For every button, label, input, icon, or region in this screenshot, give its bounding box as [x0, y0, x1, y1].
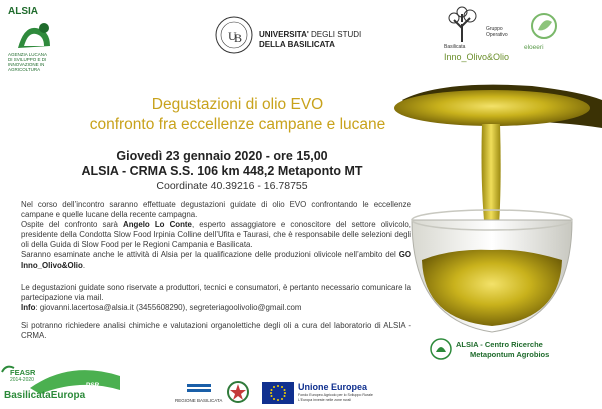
olive-tree-icon [442, 6, 482, 42]
centro-line2: Metapontum Agrobios [470, 350, 550, 359]
go-logo [440, 6, 518, 66]
analysis-paragraph: Si potranno richiedere analisi chimiche e valutazioni organolettiche degli oli a cura del laboratorio di ALSIA - CRMA. [21, 321, 411, 341]
centro-ricerche-logo-icon [430, 338, 452, 360]
university-name-line1 [259, 30, 361, 39]
italian-republic-emblem-icon [226, 380, 250, 405]
eu-title: Unione Europea [298, 382, 368, 392]
event-title-line1: Degustazioni di olio EVO [151, 96, 324, 113]
psr-label: PSR [86, 382, 100, 389]
eu-flag-icon [262, 382, 294, 404]
university-name-rest: DEGLI STUDI [311, 30, 362, 39]
eu-slogan: L'Europa investe nelle zone rurali [298, 398, 352, 402]
registration-text: Le degustazioni guidate sono riservate a produttori, tecnici e consumatori, è pertanto necessario comunicare la partecipazione via mail. [21, 283, 411, 303]
svg-text:U: U [228, 29, 237, 43]
feasr-years: 2014-2020 [10, 377, 34, 383]
description-intro: Nel corso dell’incontro saranno effettuate degustazioni guidate di olio EVO confrontando le eccellenze campane e quelle lucane della recente campagna. [21, 200, 411, 220]
regione-emblem-icon [187, 382, 211, 396]
alsia-logo [8, 6, 66, 72]
event-date: Giovedì 23 gennaio 2020 - ore 15,00 [116, 149, 328, 163]
olive-oil-pour-image [382, 70, 602, 340]
go-logo-label: Gruppo Operativo [486, 26, 508, 38]
basilicata-europa-label: BasilicataEuropa [4, 390, 86, 401]
event-place: ALSIA - CRMA S.S. 106 km 448,2 Metaponto MT [81, 164, 363, 178]
university-name-line2: DELLA BASILICATA [259, 40, 335, 49]
alsia-emblem-icon [14, 20, 54, 52]
regione-basilicata-logo [175, 382, 225, 405]
description-paragraph [21, 200, 411, 271]
guest-name: Angelo Lo Conte [123, 220, 192, 230]
leaf-circle-icon [530, 12, 558, 42]
eu-fund-label: Fondo Europeo Agricolo per lo Sviluppo Rurale [298, 393, 373, 397]
centro-line1: ALSIA - Centro Ricerche [456, 340, 543, 349]
feasr-label: FEASR [10, 368, 36, 377]
description-guest-prefix: Ospite del confronto sarà [21, 220, 123, 230]
university-name-bold: UNIVERSITA' [259, 30, 309, 39]
go-logo-region: Basilicata [444, 44, 466, 50]
regione-label: REGIONE BASILICATA [175, 398, 223, 403]
description-guest-bio: , esperto assaggiatore e conoscitore del settore olivicolo, presidente della Condotta Slow Food Irpinia Colline dell’Ufita e Taurasi, che è responsabile delle selezioni degli oli della Guida di Slow Food per le Regioni Campania e Basilicata. [21, 220, 411, 250]
svg-text:B: B [234, 31, 243, 45]
event-coordinates: Coordinate 40.39216 - 16.78755 [156, 180, 308, 192]
go-project-name: GO Inno_Olivo&Olio [21, 250, 411, 270]
info-contacts[interactable]: : giovanni.lacertosa@alsia.it (3455608290), segreteriagoolivolio@gmail.com [35, 303, 302, 313]
description-alsia: Saranno esaminate anche le attività di Alsia per la qualificazione delle produzioni olivicole nell’ambito del [21, 250, 399, 260]
eu-logo [262, 378, 392, 405]
event-title-line2: confronto fra eccellenze campane e lucane [89, 116, 386, 133]
eloeeri-logo [520, 12, 568, 58]
registration-paragraph [21, 283, 411, 313]
university-seal-icon [215, 16, 253, 54]
description-end: . [82, 260, 86, 270]
info-label: Info [21, 303, 36, 313]
alsia-centro-ricerche [430, 338, 600, 366]
go-logo-name: Inno_Olivo&Olio [444, 52, 510, 62]
feasr-psr-logo [0, 360, 130, 405]
eloeeri-logo-text: eloeeri [524, 44, 544, 51]
alsia-logo-text: ALSIA [8, 6, 38, 17]
alsia-logo-subtitle: AGENZIA LUCANA DI SVILUPPO E DI INNOVAZIONE IN AGRICOLTURA [8, 52, 47, 72]
